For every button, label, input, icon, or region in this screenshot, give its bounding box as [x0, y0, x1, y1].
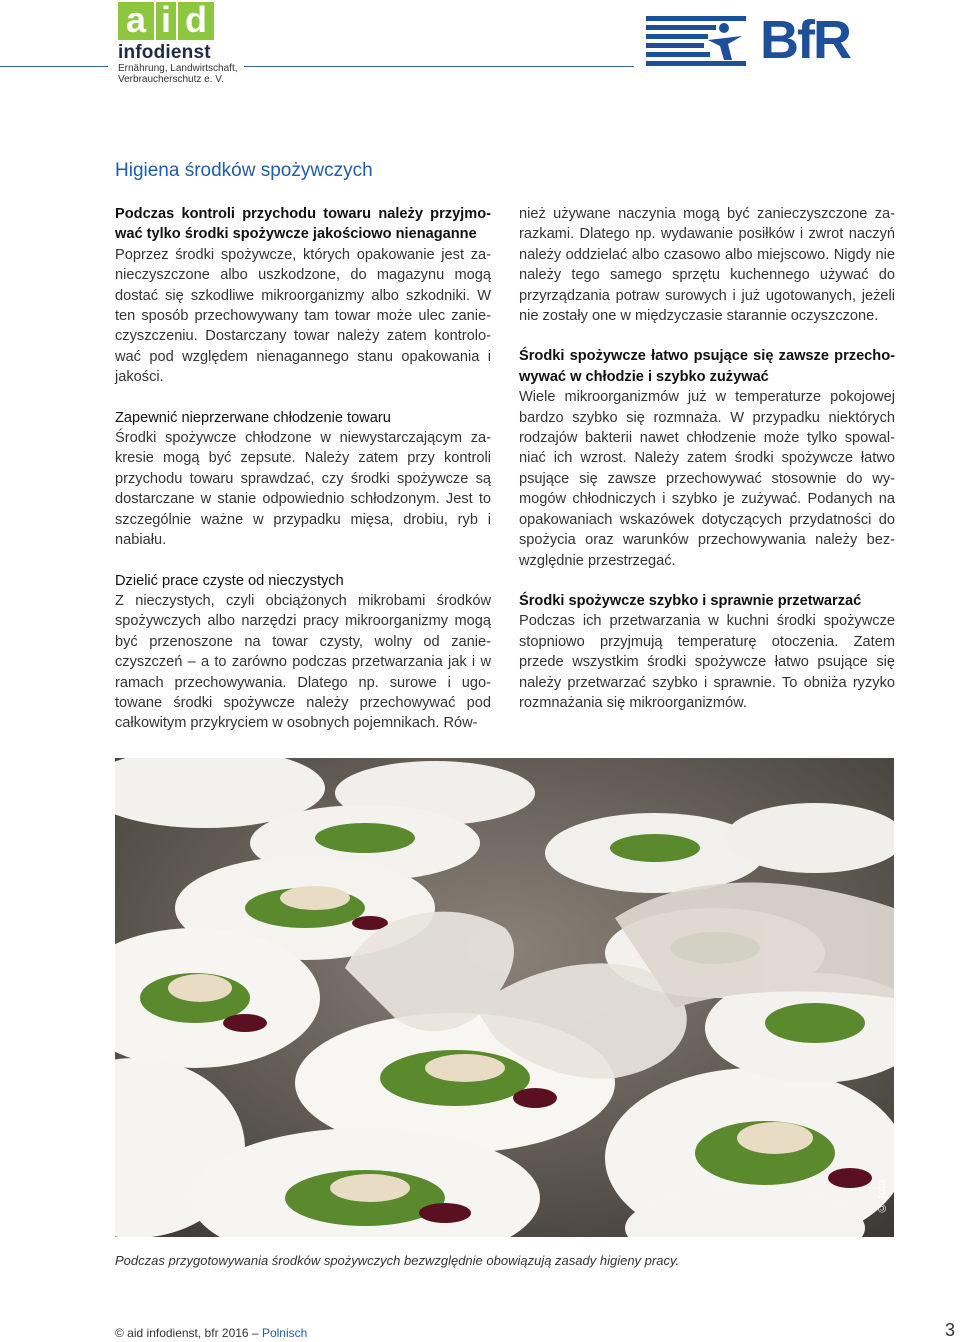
right-column [519, 204, 895, 713]
section-heading: Podczas kontroli przychodu towaru należy przyjmo-wać tylko środki spożywcze jakościowo nienaganne [115, 206, 491, 243]
aid-letter: i [156, 2, 176, 40]
aid-subtitle-line1: Ernährung, Landwirtschaft, [118, 63, 238, 74]
section-body: Z nieczystych, czyli obciążonych mikrobami środków spożywczych albo narzędzi pracy mikroorganizmy mogą być przenoszone na towar czysty, wolny od zanie-czyszczeń – a to zarówno podczas przetwarzania jak i w ramach przechowywania. Dlatego np. surowe i ugo-towane środki spożywcze należy przechowywać pod całkowitym przykryciem w osobnych pojemnikach. Rów- [115, 592, 491, 732]
text-section [519, 346, 895, 570]
aid-letter: d [178, 2, 214, 40]
page-number: 3 [945, 1320, 956, 1340]
footer-language: Polnisch [261, 1326, 308, 1340]
text-section [519, 204, 895, 326]
section-body: Środki spożywcze chłodzone w niewystarczającym za-kresie mogą być zepsute. Należy zatem przy kontroli przychodu towaru sprawdzać, czy środki spożywcze są dostarczane w stanie odpowiednio schłodzonym. Jest to szczególnie ważne w przypadku mięsa, drobiu, ryb i nabiału. [115, 430, 491, 549]
bfr-wordmark: BfR [760, 10, 850, 70]
section-heading: Dzielić prace czyste od nieczystych [115, 572, 344, 589]
text-section [115, 204, 491, 388]
section-body: Poprzez środki spożywcze, których opakowanie jest za-nieczyszczone albo uszkodzone, do magazynu mogą dostać się szkodliwe mikroorganizmy albo szkodniki. W ten sposób przechowywany tam towar może ulec zanie-czyszczeniu. Dostarczany towar należy zatem kontrolo-wać pod względem nienagannego stanu opakowania i jakości. [115, 246, 491, 386]
aid-title: infodienst [118, 42, 211, 63]
page-title: Higiena środków spożywczych [115, 160, 373, 181]
section-body: Podczas ich przetwarzania w kuchni środki spożywcze stopniowo przyjmują temperaturę otoczenia. Zatem przede wszystkim środki spożywcze łatwo psujące się należy przetwarzać szybko i sprawnie. To obniża ryzyko rozmnażania się mikroorganizmów. [519, 613, 895, 711]
text-section [115, 571, 491, 734]
section-body: Wiele mikroorganizmów już w temperaturze pokojowej bardzo szybko się rozmnaża. W przypadku niektórych rodzajów bakterii nawet chłodzenie może tylko spowal-niać ich wzrost. Należy zatem środki spożywcze łatwo psujące się zawsze przechowywać stosownie do wy-mogów chłodniczych i szybko je zużywać. Podanych na opakowaniach wskazówek dotyczących przydatności do spożycia oraz warunków przechowywania należy bez-względnie przestrzegać. [519, 389, 895, 569]
section-heading: Środki spożywcze łatwo psujące się zawsze przecho-wywać w chłodzie i szybko zużywać [519, 348, 895, 385]
bfr-logo [646, 10, 892, 70]
aid-infodienst-logo [118, 2, 240, 94]
left-column [115, 204, 491, 734]
section-heading: Zapewnić nieprzerwane chłodzenie towaru [115, 409, 391, 426]
section-body: nież używane naczynia mogą być zanieczyszczone za-razkami. Dlatego np. wydawanie posiłków i zwrot naczyń należy oddzielać albo czasowo albo miejscowo. Nigdy nie należy tego samego sprzętu kuchennego używać do przyrządzania potraw surowych i już ugotowanych, jeżeli nie zostały one w międzyczasie starannie oczyszczone. [519, 206, 895, 325]
aid-letters [118, 2, 240, 40]
header-rule-left [0, 66, 108, 67]
aid-letter: a [118, 2, 154, 40]
aid-subtitle-line2: Verbraucherschutz e. V. [118, 74, 224, 85]
section-heading: Środki spożywcze szybko i sprawnie przetwarzać [519, 592, 862, 609]
kitchen-photo [115, 758, 894, 1237]
bfr-emblem-icon [646, 14, 750, 68]
photo-credit: © foto [876, 1179, 888, 1213]
photo-caption: Podczas przygotowywania środków spożywczych bezwzględnie obowiązują zasady higieny pracy. [115, 1253, 680, 1268]
footer [115, 1326, 307, 1340]
text-section [519, 591, 895, 713]
header-rule-right [244, 66, 634, 67]
photo-illustration [115, 758, 894, 1237]
footer-copyright: © aid infodienst, bfr 2016 – [115, 1326, 262, 1340]
text-section [115, 408, 491, 551]
